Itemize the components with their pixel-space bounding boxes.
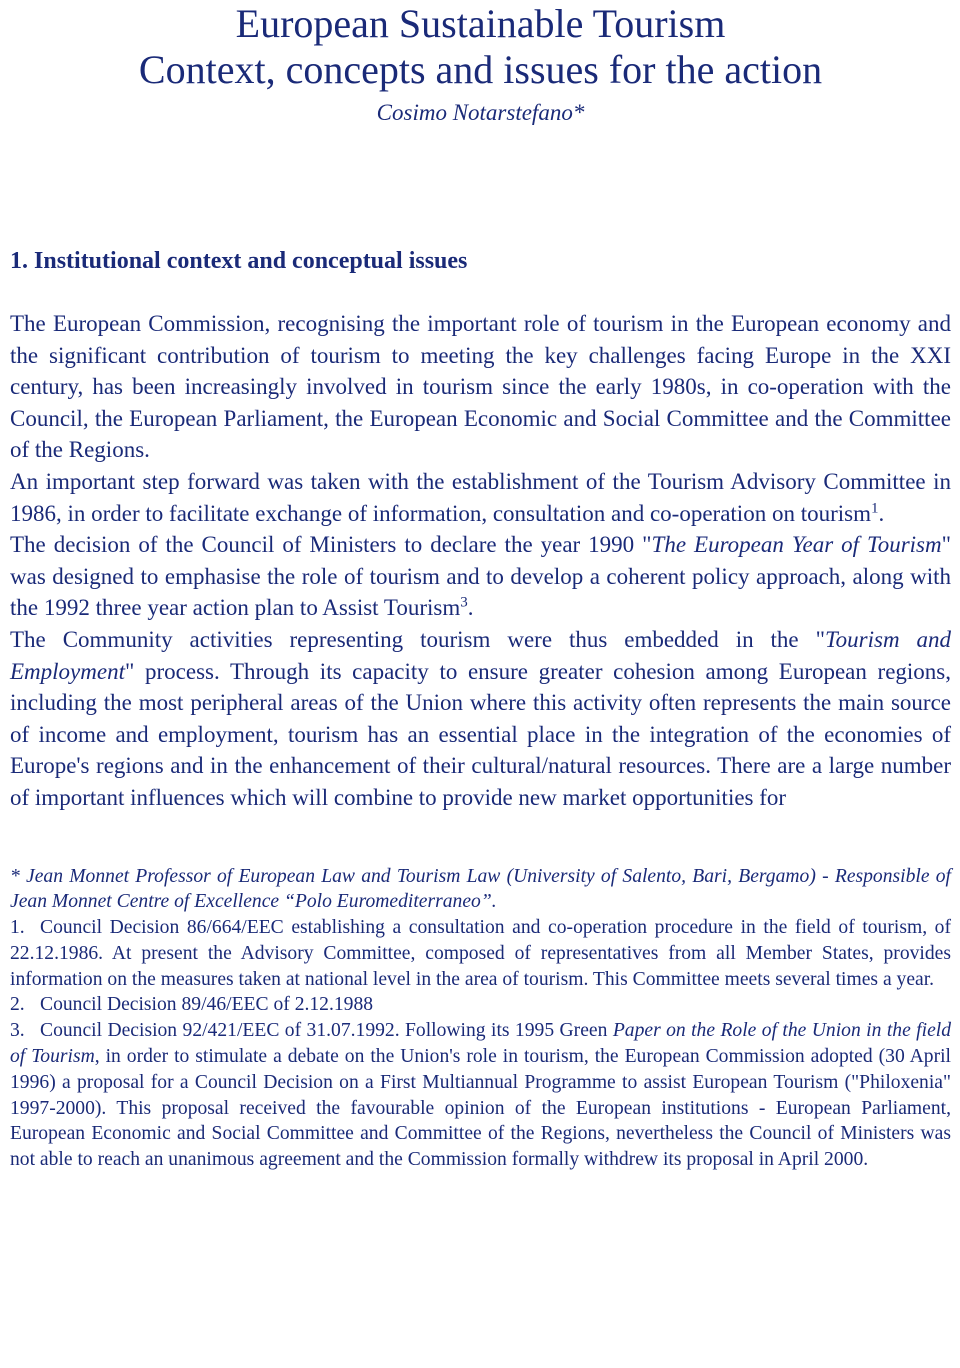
footnote-1: 1. Council Decision 86/664/EEC establishing a consultation and co-operation procedure in the field of tourism, of 22.12.1986. At present the Advisory Committee, composed of representatives from all Member States, provides information on the measures taken at national level in the area of tourism. This Committee meets several times a year. bbox=[10, 917, 951, 990]
paragraph-3: The decision of the Council of Ministers to declare the year 1990 "The European Year of Tourism" was designed to emphasise the role of tourism and to develop a coherent policy approach, along with the 1992 three year action plan to Assist Tourism$^3$. bbox=[10, 532, 951, 621]
footnote-2: 2. Council Decision 89/46/EEC of 2.12.1988 bbox=[10, 994, 374, 1016]
document-title bbox=[10, 0, 951, 93]
paragraph-1: The European Commission, recognising the important role of tourism in the European economy and the significant contribution of tourism to meeting the key challenges facing Europe in the XXI century, has been increasingly involved in tourism since the early 1980s, in co-operation with the Council, the European Parliament, the European Economic and Social Committee and the Committee of the Regions. bbox=[10, 311, 951, 463]
footnote-ref-1: 1 bbox=[870, 499, 879, 516]
paragraph-4: The Community activities representing tourism were thus embedded in the "Tourism and Employment" process. Through its capacity to ensure greater cohesion among European regions, including the most peripheral areas of the Union where this activity often represents the main source of income and employment, tourism has an essential place in the integration of the economies of Europe's regions and in the enhancement of their cultural/natural resources. There are a large number of important influences which will combine to provide new market opportunities for bbox=[10, 626, 951, 810]
footnote-ref-3: 3 bbox=[460, 594, 468, 611]
footnotes bbox=[10, 864, 951, 1174]
body-text bbox=[10, 308, 951, 814]
section-heading: 1. Institutional context and conceptual issues bbox=[10, 248, 468, 274]
footnote-3: 3. Council Decision 92/421/EEC of 31.07.1992. Following its 1995 Green Paper on the Role of the Union in the field of Tourism, in order to stimulate a debate on the Union's role in tourism, the European Commission adopted (30 April 1996) a proposal for a Council Decision on a First Multiannual Programme to assist European Tourism ("Philoxenia" 1997-2000). This proposal received the favourable opinion of the European institutions - European Parliament, European Economic and Social Committee and Committee of the Regions, nevertheless the Council of Ministers was not able to reach an unanimous agreement and the Commission formally withdrew its proposal in April 2000. bbox=[10, 1020, 952, 1171]
paragraph-2: An important step forward was taken with the establishment of the Tourism Advisory Committee in 1986, in order to facilitate exchange of information, consultation and co-operation on tourism$^1$. bbox=[10, 468, 951, 526]
title-line-2: Context, concepts and issues for the action bbox=[138, 47, 823, 92]
title-line-1: European Sustainable Tourism bbox=[235, 1, 726, 46]
author-footnote: * Jean Monnet Professor of European Law and Tourism Law (University of Salento, Bari, Bergamo) - Responsible of Jean Monnet Centre of Excellence “Polo Euromediterraneo”. bbox=[10, 865, 951, 913]
author-name: Cosimo Notarstefano* bbox=[376, 100, 585, 125]
